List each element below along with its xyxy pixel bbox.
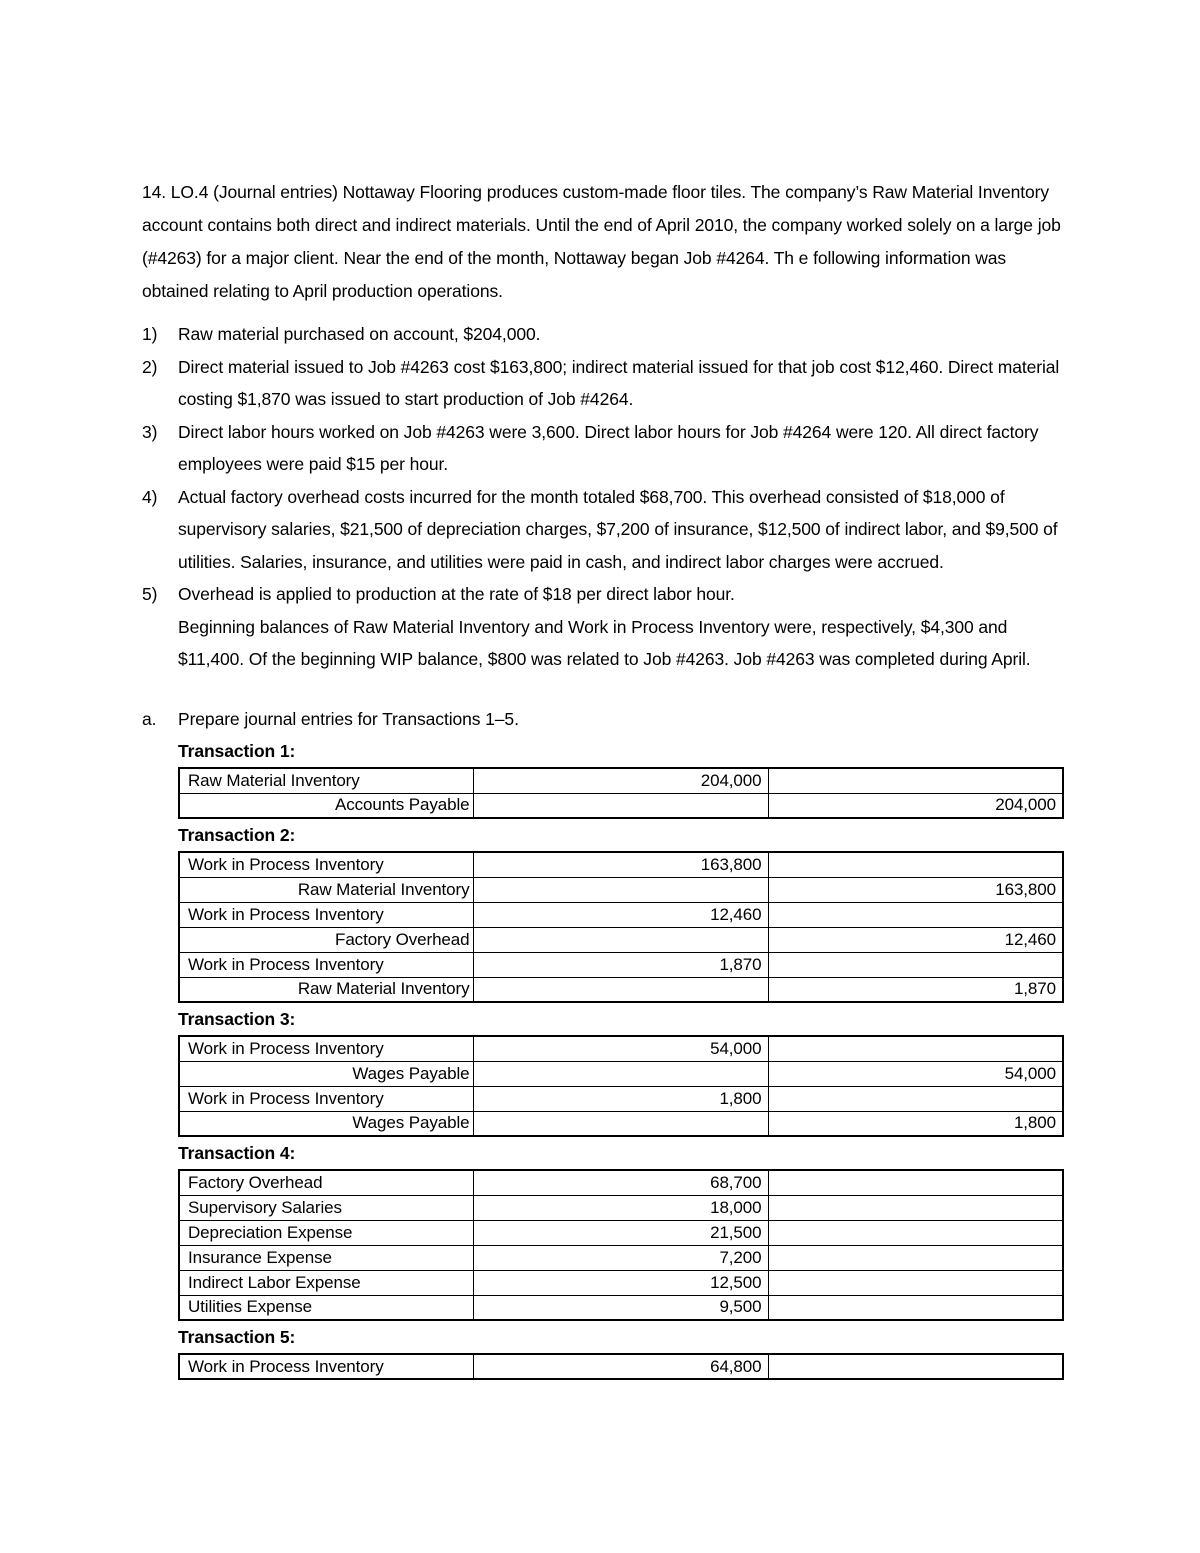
debit-amount-cell[interactable]: 12,500 — [473, 1270, 768, 1295]
credit-amount-cell[interactable] — [768, 1354, 1063, 1379]
account-name-cell[interactable]: Wages Payable — [179, 1061, 473, 1086]
transaction-heading: Transaction 3: — [178, 1009, 296, 1029]
fact-text: Actual factory overhead costs incurred for the month totaled $68,700. This overhead consisted of $18,000 of supervisory salaries, $21,500 of depreciation charges, $7,200 of insurance, $12,500 of indirect labor, and $9,500 of utilities. Salaries, insurance, and utilities were paid in cash, and indirect labor charges were accrued. — [178, 486, 1058, 572]
debit-amount-cell[interactable]: 54,000 — [473, 1036, 768, 1061]
credit-amount-cell[interactable] — [768, 768, 1063, 793]
table-row — [179, 1111, 1063, 1136]
table-row — [179, 1295, 1063, 1320]
fact-item — [142, 578, 1072, 676]
account-name-cell[interactable]: Work in Process Inventory — [179, 1086, 473, 1111]
account-name-cell[interactable]: Raw Material Inventory — [179, 768, 473, 793]
table-row — [179, 1220, 1063, 1245]
credit-amount-cell[interactable]: 1,800 — [768, 1111, 1063, 1136]
fact-item — [142, 481, 1072, 579]
credit-amount-cell[interactable] — [768, 1170, 1063, 1195]
account-name-cell[interactable]: Raw Material Inventory — [179, 977, 473, 1002]
transaction-block — [178, 1003, 1072, 1137]
transaction-block — [178, 735, 1072, 819]
credit-amount-cell[interactable] — [768, 1220, 1063, 1245]
table-row — [179, 1036, 1063, 1061]
intro-paragraph: 14. LO.4 (Journal entries) Nottaway Flooring produces custom-made floor tiles. The company’s Raw Material Inventory account contains both direct and indirect materials. Until the end of April 2010, the company worked solely on a large job (#4263) for a major client. Near the end of the month, Nottaway began Job #4264. Th e following information was obtained relating to April production operations. — [142, 182, 1061, 301]
debit-amount-cell[interactable]: 68,700 — [473, 1170, 768, 1195]
debit-amount-cell[interactable]: 1,800 — [473, 1086, 768, 1111]
fact-text: Direct material issued to Job #4263 cost $163,800; indirect material issued for that job cost $12,460. Direct material costing $1,870 was issued to start production of Job #4264. — [178, 356, 1060, 409]
debit-amount-cell[interactable]: 204,000 — [473, 768, 768, 793]
transaction-heading: Transaction 5: — [178, 1327, 296, 1347]
table-row — [179, 768, 1063, 793]
fact-marker: 1) — [142, 324, 158, 344]
table-row — [179, 977, 1063, 1002]
debit-amount-cell[interactable]: 18,000 — [473, 1195, 768, 1220]
account-name-cell[interactable]: Work in Process Inventory — [179, 902, 473, 927]
table-row — [179, 793, 1063, 818]
table-row — [179, 1086, 1063, 1111]
account-name-cell[interactable]: Factory Overhead — [179, 927, 473, 952]
part-a-text: Prepare journal entries for Transactions 1–5. — [178, 708, 519, 729]
credit-amount-cell[interactable]: 54,000 — [768, 1061, 1063, 1086]
debit-amount-cell[interactable] — [473, 927, 768, 952]
table-row — [179, 952, 1063, 977]
table-row — [179, 1170, 1063, 1195]
debit-amount-cell[interactable]: 163,800 — [473, 852, 768, 877]
account-name-cell[interactable]: Work in Process Inventory — [179, 952, 473, 977]
account-name-cell[interactable]: Factory Overhead — [179, 1170, 473, 1195]
fact-item — [142, 351, 1072, 416]
journal-entry-table — [178, 1169, 1064, 1321]
credit-amount-cell[interactable] — [768, 1270, 1063, 1295]
credit-amount-cell[interactable] — [768, 1245, 1063, 1270]
table-row — [179, 1270, 1063, 1295]
debit-amount-cell[interactable] — [473, 977, 768, 1002]
credit-amount-cell[interactable] — [768, 1036, 1063, 1061]
debit-amount-cell[interactable] — [473, 1111, 768, 1136]
credit-amount-cell[interactable] — [768, 1086, 1063, 1111]
fact-marker: 4) — [142, 486, 158, 507]
fact-text: Overhead is applied to production at the rate of $18 per direct labor hour. — [178, 584, 735, 604]
document-content — [142, 176, 1072, 1380]
table-row — [179, 1245, 1063, 1270]
credit-amount-cell[interactable] — [768, 1195, 1063, 1220]
account-name-cell[interactable]: Supervisory Salaries — [179, 1195, 473, 1220]
account-name-cell[interactable]: Work in Process Inventory — [179, 1354, 473, 1379]
fact-text: Raw material purchased on account, $204,000. — [178, 324, 541, 344]
fact-item — [142, 416, 1072, 481]
table-row — [179, 902, 1063, 927]
account-name-cell[interactable]: Insurance Expense — [179, 1245, 473, 1270]
debit-amount-cell[interactable]: 12,460 — [473, 902, 768, 927]
account-name-cell[interactable]: Indirect Labor Expense — [179, 1270, 473, 1295]
transaction-heading: Transaction 1: — [178, 741, 296, 761]
fact-text: Direct labor hours worked on Job #4263 were 3,600. Direct labor hours for Job #4264 were 120. All direct factory employees were paid $15 per hour. — [178, 421, 1039, 474]
credit-amount-cell[interactable]: 1,870 — [768, 977, 1063, 1002]
debit-amount-cell[interactable] — [473, 1061, 768, 1086]
debit-amount-cell[interactable]: 21,500 — [473, 1220, 768, 1245]
journal-entry-table — [178, 851, 1064, 1003]
table-row — [179, 852, 1063, 877]
debit-amount-cell[interactable]: 7,200 — [473, 1245, 768, 1270]
credit-amount-cell[interactable]: 12,460 — [768, 927, 1063, 952]
fact-marker: 2) — [142, 356, 158, 377]
transaction-heading: Transaction 2: — [178, 825, 296, 845]
transaction-block — [178, 1321, 1072, 1380]
debit-amount-cell[interactable] — [473, 877, 768, 902]
table-row — [179, 1195, 1063, 1220]
table-row — [179, 1061, 1063, 1086]
credit-amount-cell[interactable] — [768, 952, 1063, 977]
debit-amount-cell[interactable] — [473, 793, 768, 818]
transaction-block — [178, 819, 1072, 1003]
account-name-cell[interactable]: Raw Material Inventory — [179, 877, 473, 902]
table-row — [179, 1354, 1063, 1379]
credit-amount-cell[interactable]: 204,000 — [768, 793, 1063, 818]
account-name-cell[interactable]: Wages Payable — [179, 1111, 473, 1136]
table-row — [179, 877, 1063, 902]
fact-marker: 5) — [142, 584, 158, 604]
debit-amount-cell[interactable]: 1,870 — [473, 952, 768, 977]
part-a-marker: a. — [142, 708, 157, 729]
account-name-cell[interactable]: Utilities Expense — [179, 1295, 473, 1320]
credit-amount-cell[interactable]: 163,800 — [768, 877, 1063, 902]
fact-marker: 3) — [142, 421, 158, 442]
account-name-cell[interactable]: Depreciation Expense — [179, 1220, 473, 1245]
credit-amount-cell[interactable] — [768, 852, 1063, 877]
debit-amount-cell[interactable]: 64,800 — [473, 1354, 768, 1379]
account-name-cell[interactable]: Work in Process Inventory — [179, 1036, 473, 1061]
transactions-container — [142, 735, 1072, 1380]
fact-item — [142, 318, 1072, 351]
credit-amount-cell[interactable] — [768, 902, 1063, 927]
fact-continuation: Beginning balances of Raw Material Inventory and Work in Process Inventory were, respectively, $4,300 and $11,400. Of the beginning WIP balance, $800 was related to Job #4263. Job #4263 was completed during April. — [178, 616, 1031, 669]
account-name-cell[interactable]: Accounts Payable — [179, 793, 473, 818]
journal-entry-table — [178, 767, 1064, 819]
journal-entry-table — [178, 1353, 1064, 1380]
transaction-block — [178, 1137, 1072, 1321]
account-name-cell[interactable]: Work in Process Inventory — [179, 852, 473, 877]
facts-list — [142, 318, 1072, 676]
table-row — [179, 927, 1063, 952]
transaction-heading: Transaction 4: — [178, 1143, 296, 1163]
credit-amount-cell[interactable] — [768, 1295, 1063, 1320]
journal-entry-table — [178, 1035, 1064, 1137]
part-a — [142, 703, 1072, 736]
debit-amount-cell[interactable]: 9,500 — [473, 1295, 768, 1320]
